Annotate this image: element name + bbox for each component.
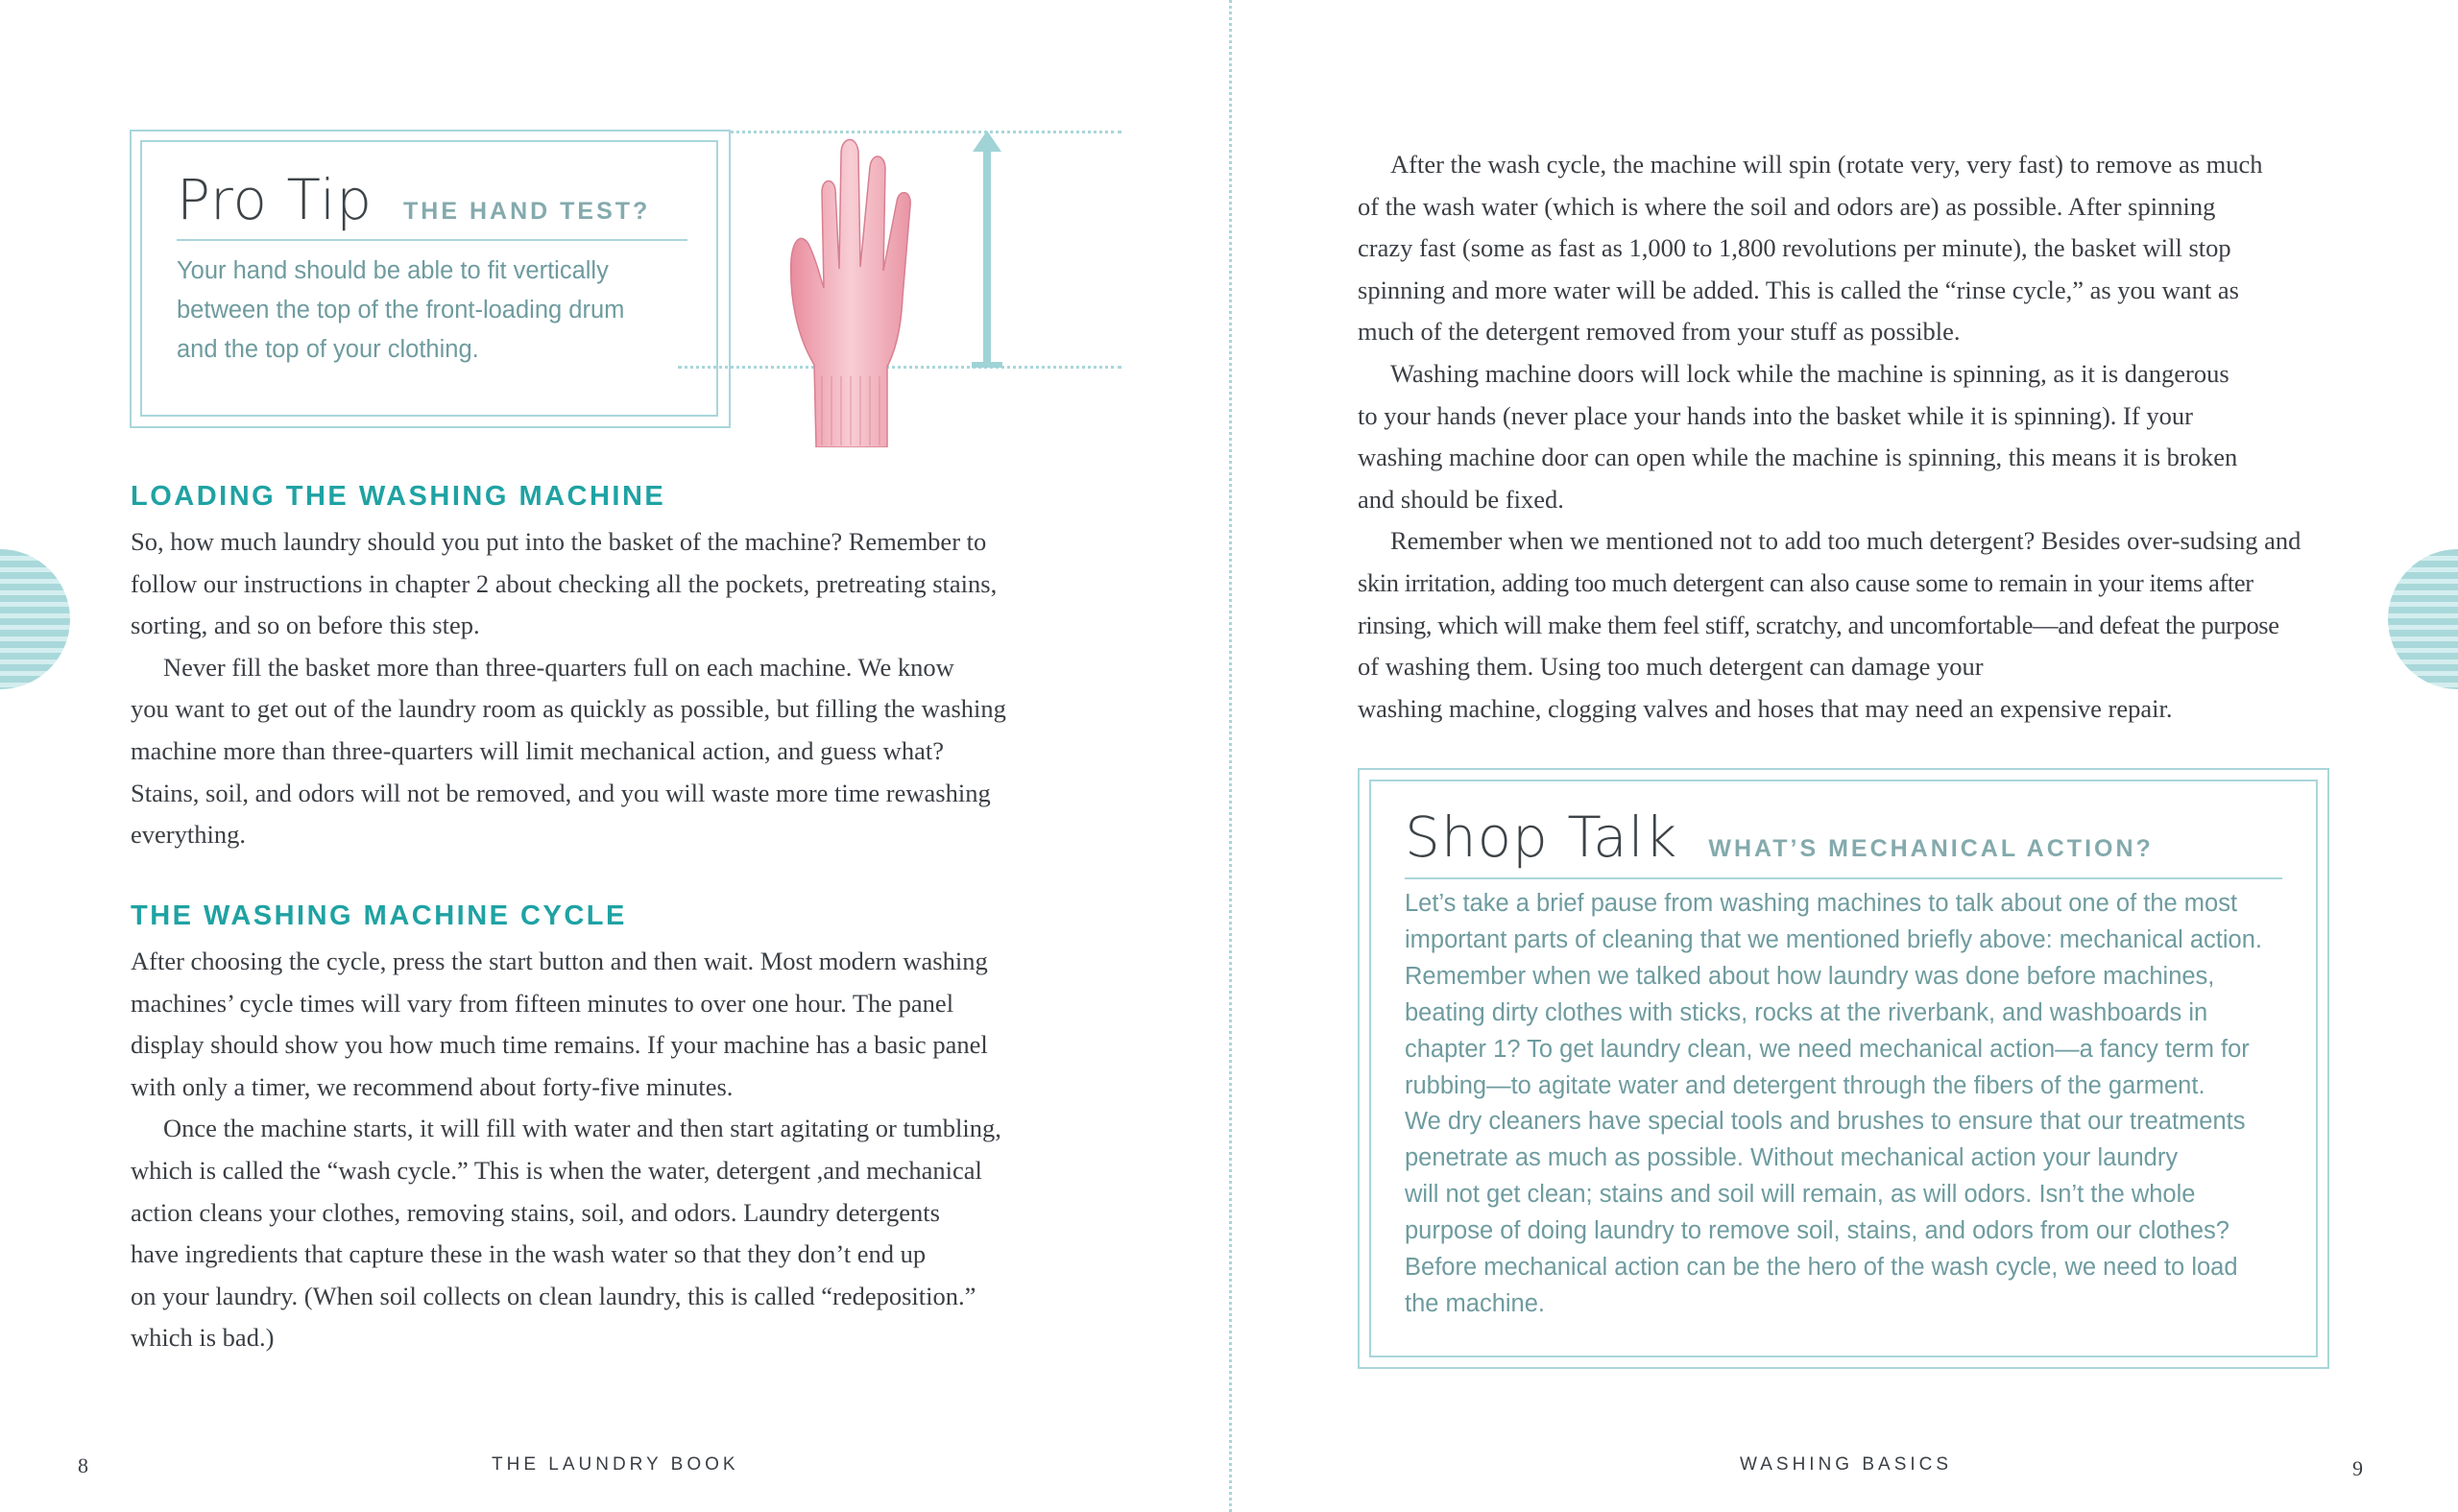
body-line: After choosing the cycle, press the start button and then wait. Most modern washing xyxy=(131,947,988,975)
shop-talk-line: purpose of doing laundry to remove soil, stains, and odors from our clothes? xyxy=(1405,1217,2229,1245)
shop-talk-line: Remember when we talked about how laundry was done before machines, xyxy=(1405,962,2215,990)
body-line: Stains, soil, and odors will not be removed, and you will waste more time rewashing xyxy=(131,778,991,807)
body-line: Never fill the basket more than three-quarters full on each machine. We know xyxy=(163,652,954,682)
body-line: spinning and more water will be added. This is called the “rinse cycle,” as you want as xyxy=(1358,275,2239,304)
body-line: Once the machine starts, it will fill with water and then start agitating or tumbling, xyxy=(163,1114,1001,1143)
body-line: So, how much laundry should you put into the basket of the machine? Remember to xyxy=(131,527,987,556)
running-head-left: THE LAUNDRY BOOK xyxy=(492,1454,739,1475)
body-line: of washing them. Using too much detergent can damage your xyxy=(1358,652,1984,682)
body-line: action cleans your clothes, removing stains, soil, and odors. Laundry detergents xyxy=(131,1197,940,1227)
right-edge-tab xyxy=(2388,549,2458,689)
section-body-cycle xyxy=(131,941,1001,1359)
body-line: much of the detergent removed from your stuff as possible. xyxy=(1358,317,1961,347)
height-arrow xyxy=(983,144,991,368)
body-line: follow our instructions in chapter 2 about checking all the pockets, pretreating stains, xyxy=(131,568,998,598)
left-edge-tab xyxy=(0,549,70,689)
shop-talk-line: beating dirty clothes with sticks, rocks at the riverbank, and washboards in xyxy=(1405,998,2208,1026)
shop-talk-line: Let’s take a brief pause from washing machines to talk about one of the most xyxy=(1405,890,2238,917)
shop-talk-title: Shop Talk xyxy=(1405,804,1678,870)
shop-talk-line: rubbing—to agitate water and detergent through the fibers of the garment. xyxy=(1405,1071,2205,1099)
body-line: machines’ cycle times will vary from fifteen minutes to over one hour. The panel xyxy=(131,988,954,1018)
shop-talk-line: chapter 1? To get laundry clean, we need mechanical action—a fancy term for xyxy=(1405,1035,2250,1063)
body-line: and should be fixed. xyxy=(1358,484,1564,514)
page-number-right: 9 xyxy=(2352,1456,2363,1480)
body-line: rinsing, which will make them feel stiff, scratchy, and uncomfortable—and defeat the purpose xyxy=(1358,610,2279,639)
body-line: to your hands (never place your hands into the basket while it is spinning). If your xyxy=(1358,400,2193,430)
body-line: you want to get out of the laundry room as quickly as possible, but filling the washing xyxy=(131,694,1006,724)
body-line: with only a timer, we recommend about forty-five minutes. xyxy=(131,1071,734,1101)
page-number-left: 8 xyxy=(78,1453,88,1477)
body-line: have ingredients that capture these in the wash water so that they don’t end up xyxy=(131,1239,927,1269)
body-line: machine more than three-quarters will limit mechanical action, and guess what? xyxy=(131,735,944,765)
body-line: which is called the “wash cycle.” This is when the water, detergent ,and mechanical xyxy=(131,1155,982,1185)
body-line: sorting, and so on before this step. xyxy=(131,611,480,640)
body-line: of the wash water (which is where the soil and odors are) as possible. After spinning xyxy=(1358,191,2216,221)
shop-talk-heading xyxy=(1405,804,2154,870)
shop-talk-rule xyxy=(1405,877,2282,879)
gutter-divider xyxy=(1229,0,1232,1512)
arrow-base xyxy=(972,362,1002,368)
shop-talk-line: the machine. xyxy=(1405,1289,1546,1317)
section-heading-cycle: THE WASHING MACHINE CYCLE xyxy=(131,900,627,931)
section-heading-loading: LOADING THE WASHING MACHINE xyxy=(131,481,666,512)
pro-tip-line: Your hand should be able to fit vertically xyxy=(177,257,609,284)
pro-tip-heading xyxy=(177,167,650,232)
section-body-loading xyxy=(131,521,1006,856)
pro-tip-line: between the top of the front-loading drum xyxy=(177,297,625,324)
glove-icon xyxy=(787,125,922,447)
shop-talk-line: penetrate as much as possible. Without mechanical action your laundry xyxy=(1405,1144,2179,1172)
body-line: washing machine, clogging valves and hoses that may need an expensive repair. xyxy=(1358,693,2173,723)
body-line: washing machine door can open while the machine is spinning, this means it is broken xyxy=(1358,443,2238,472)
body-line: crazy fast (some as fast as 1,000 to 1,800 revolutions per minute), the basket will stop xyxy=(1358,233,2231,263)
pro-tip-subtitle: THE HAND TEST? xyxy=(403,198,651,225)
pro-tip-title: Pro Tip xyxy=(177,167,374,232)
shop-talk-line: Before mechanical action can be the hero of the wash cycle, we need to load xyxy=(1405,1254,2238,1282)
body-line: display should show you how much time remains. If your machine has a basic panel xyxy=(131,1030,988,1060)
body-line: skin irritation, adding too much detergent can also cause some to remain in your items after xyxy=(1358,567,2253,597)
body-line: Washing machine doors will lock while the machine is spinning, as it is dangerous xyxy=(1390,358,2229,388)
pro-tip-text xyxy=(177,252,624,370)
shop-talk-line: important parts of cleaning that we mentioned briefly above: mechanical action. xyxy=(1405,925,2262,953)
shop-talk-subtitle: WHAT’S MECHANICAL ACTION? xyxy=(1708,835,2154,862)
shop-talk-line: We dry cleaners have special tools and brushes to ensure that our treatments xyxy=(1405,1108,2246,1136)
body-line: After the wash cycle, the machine will spin (rotate very, very fast) to remove as much xyxy=(1390,150,2263,179)
body-line: on your laundry. (When soil collects on clean laundry, this is called “redeposition.” xyxy=(131,1281,976,1310)
pro-tip-rule xyxy=(177,239,687,241)
body-line: everything. xyxy=(131,820,246,850)
pro-tip-line: and the top of your clothing. xyxy=(177,336,479,363)
body-line: Remember when we mentioned not to add too much detergent? Besides over-sudsing and xyxy=(1390,526,2301,556)
right-body-text xyxy=(1358,144,2301,730)
shop-talk-text xyxy=(1405,886,2262,1323)
shop-talk-line: will not get clean; stains and soil will remain, as will odors. Isn’t the whole xyxy=(1405,1181,2196,1209)
running-head-right: WASHING BASICS xyxy=(1740,1454,1953,1475)
body-line: which is bad.) xyxy=(131,1323,275,1353)
